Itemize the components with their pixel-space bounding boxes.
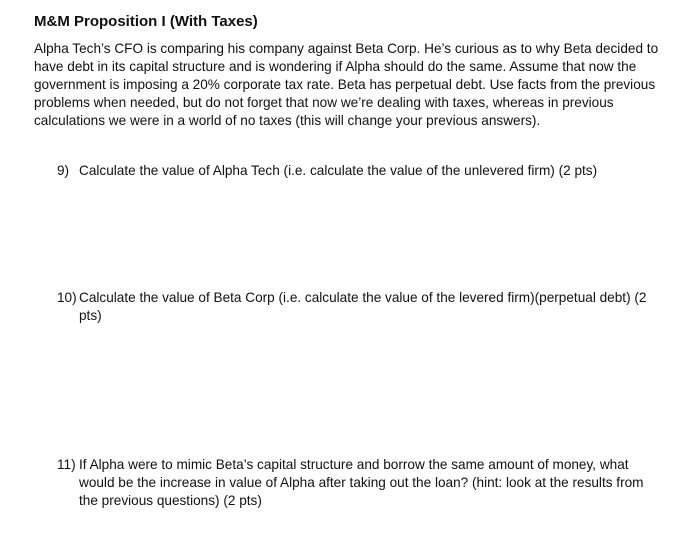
question-10 xyxy=(57,289,657,325)
question-number: 10) xyxy=(57,290,77,305)
question-text: Calculate the value of Beta Corp (i.e. calculate the value of the levered firm)(perpetual debt) (2 pts) xyxy=(79,290,647,323)
question-text: If Alpha were to mimic Beta’s capital structure and borrow the same amount of money, what would be the increase in value of Alpha after taking out the loan? (hint: look at the results from the previous questions) (2 pts) xyxy=(79,457,644,508)
question-11 xyxy=(57,456,657,510)
question-number: 11) xyxy=(57,457,76,472)
document-title: M&M Proposition I (With Taxes) xyxy=(34,13,258,30)
question-text: Calculate the value of Alpha Tech (i.e. calculate the value of the unlevered firm) (2 pts) xyxy=(79,163,598,178)
question-number: 9) xyxy=(57,163,70,178)
question-9 xyxy=(57,162,657,180)
intro-paragraph: Alpha Tech’s CFO is comparing his company against Beta Corp. He’s curious as to why Beta decided to have debt in its capital structure and is wondering if Alpha should do the same. Assume that now the government is imposing a 20% corporate tax rate. Beta has perpetual debt. Use facts from the previous problems when needed, but do not forget that now we’re dealing with taxes, whereas in previous calculations we were in a world of no taxes (this will change your previous answers). xyxy=(34,41,659,128)
